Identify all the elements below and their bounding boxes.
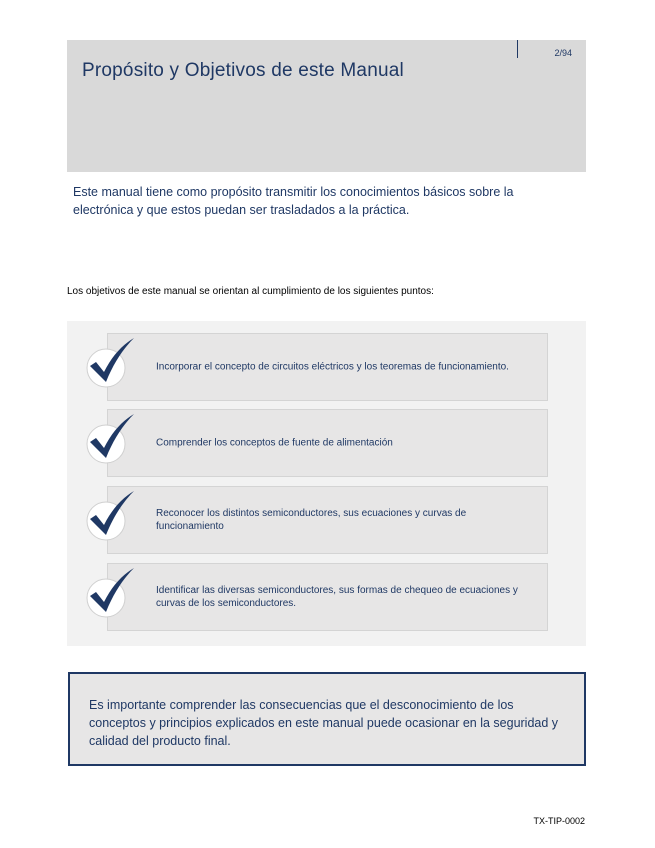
objectives-lead: Los objetivos de este manual se orientan al cumplimiento de los siguientes puntos: xyxy=(67,286,434,297)
checkmark-icon xyxy=(84,489,136,541)
page-number: 2/94 xyxy=(554,48,572,58)
intro-paragraph: Este manual tiene como propósito transmitir los conocimientos básicos sobre la electrónica y que estos puedan ser trasladados a la práctica. xyxy=(73,185,514,217)
document-code: TX-TIP-0002 xyxy=(533,816,585,826)
header-box xyxy=(67,40,586,172)
objective-item xyxy=(107,486,548,554)
objective-item xyxy=(107,563,548,631)
objective-item xyxy=(107,409,548,477)
objective-text: Comprender los conceptos de fuente de alimentación xyxy=(156,437,393,449)
objective-text: Reconocer los distintos semiconductores, sus ecuaciones y curvas de funcionamiento xyxy=(156,508,467,532)
page-title: Propósito y Objetivos de este Manual xyxy=(82,60,404,81)
note-text: Es importante comprender las consecuencias que el desconocimiento de los conceptos y principios explicados en este manual puede ocasionar en la seguridad y calidad del producto final. xyxy=(89,698,559,748)
checkmark-icon xyxy=(84,412,136,464)
note-box xyxy=(68,672,586,766)
checkmark-icon xyxy=(84,336,136,388)
objective-item xyxy=(107,333,548,401)
objectives-panel xyxy=(67,321,586,646)
objective-text: Incorporar el concepto de circuitos eléctricos y los teoremas de funcionamiento. xyxy=(156,361,509,373)
objective-text: Identificar las diversas semiconductores, sus formas de chequeo de ecuaciones y curvas de los semiconductores. xyxy=(156,585,518,609)
page-number-divider xyxy=(517,40,518,58)
checkmark-icon xyxy=(84,566,136,618)
